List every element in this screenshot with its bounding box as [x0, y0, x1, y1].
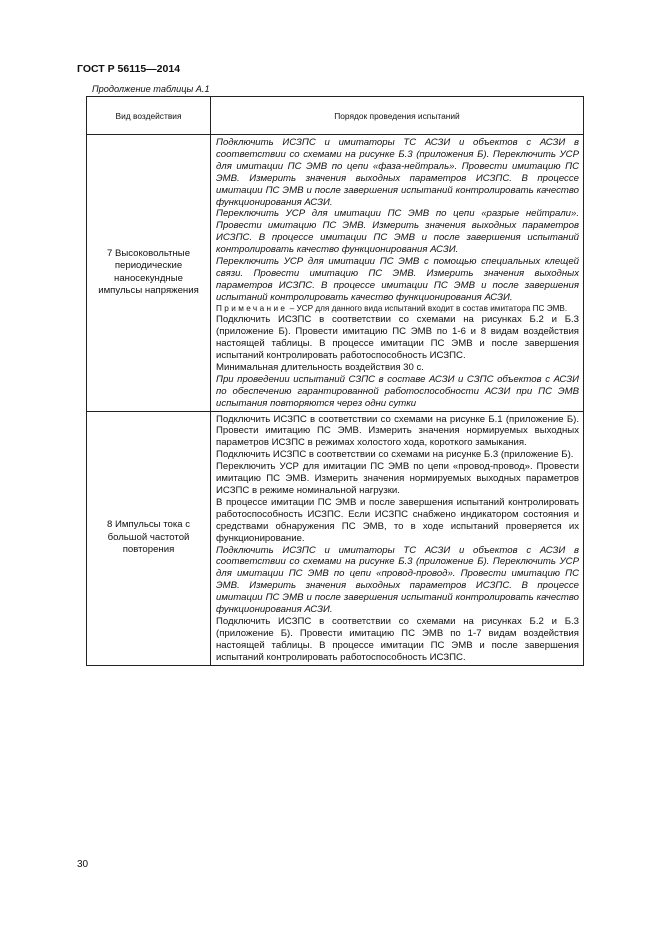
column-header-kind: Вид воздействия: [87, 97, 211, 135]
column-header-procedure: Порядок проведения испытаний: [211, 97, 584, 135]
procedure-paragraph: В процессе имитации ПС ЭМВ и после завершения испытаний контролировать работоспособность ИСЗПС. Если ИСЗПС снабжено индикатором состояния и средствами обнаружения ПС ЭМВ, то в ходе испытаний проверяется их функционирование.: [216, 496, 579, 544]
procedure-paragraph: Подключить ИСЗПС в соответствии со схемами на рисунке Б.1 (приложение Б). Провести имитацию ПС ЭМВ. Измерить значения нормируемых выходных параметров ИСЗПС в режимах холостого хода, короткого замыкания.: [216, 413, 579, 449]
note-text: – УСР для данного вида испытаний входит в состав имитатора ПС ЭМВ.: [289, 303, 568, 313]
procedure-paragraph: При проведении испытаний СЗПС в составе АСЗИ и СЗПС объектов с АСЗИ по обеспечению гарантированной работоспособности АСЗИ при ПС ЭМВ испытания повторяются через одни сутки: [216, 373, 579, 409]
note-paragraph: [216, 304, 579, 315]
procedure-paragraph: Подключить ИСЗПС и имитаторы ТС АСЗИ и объектов с АСЗИ в соответствии со схемами на рисунке Б.3 (приложения Б). Переключить УСР для имитации ПС ЭМВ по цепи «фаза-нейтраль». Провести имитацию ПС ЭМВ. Измерить значения выходных параметров ИСЗПС. В процессе имитации ПС ЭМВ и после завершения испытаний контролировать качество функционирования АСЗИ.: [216, 137, 579, 208]
table-continuation-caption: Продолжение таблицы А.1: [92, 84, 210, 94]
procedure-paragraph: Подключить ИСЗПС в соответствии со схемами на рисунках Б.2 и Б.3 (приложение Б). Провести имитацию ПС ЭМВ по 1-7 видам воздействия настоящей таблицы. В процессе имитации ПС ЭМВ и после завершения испытаний контролировать работоспособность ИСЗПС.: [216, 615, 579, 663]
page-number: 30: [77, 859, 89, 870]
table-row: [87, 135, 584, 412]
note-label: Примечание: [216, 303, 288, 313]
procedure-cell: [211, 411, 584, 665]
impact-kind-cell: 7 Высоковольтные периодические наносекундные импульсы напряжения: [87, 135, 211, 412]
procedure-paragraph: Минимальная длительность воздействия 30 с.: [216, 361, 424, 373]
procedure-paragraph: Подключить ИСЗПС и имитаторы ТС АСЗИ и объектов с АСЗИ в соответствии со схемами на рисунке Б.3 (приложение Б). Переключить УСР для имитации ПС ЭМВ по цепи «провод-провод». Провести имитацию ПС ЭМВ. Измерить значения выходных параметров ИСЗПС. В процессе имитации ПС ЭМВ и после завершения испытаний контролировать качество функционирования АСЗИ.: [216, 544, 579, 616]
procedure-paragraph: Переключить УСР для имитации ПС ЭМВ с помощью специальных клещей связи. Провести имитацию ПС ЭМВ. Измерить значения выходных параметров ИСЗПС. В процессе имитации ПС ЭМВ и после завершения испытаний контролировать качество функционирования АСЗИ.: [216, 256, 579, 303]
table-row: [87, 411, 584, 665]
procedure-cell: [211, 135, 584, 412]
procedure-paragraph: Подключить ИСЗПС в соответствии со схемами на рисунках Б.2 и Б.3 (приложение Б). Провести имитацию ПС ЭМВ по 1-6 и 8 видам воздействия настоящей таблицы. В процессе имитации ПС ЭМВ и после завершения испытаний контролировать работоспособность ИСЗПС.: [216, 314, 579, 361]
procedure-paragraph: Переключить УСР для имитации ПС ЭМВ по цепи «провод-провод». Провести имитацию ПС ЭМВ. Измерить значения нормируемых выходных параметров ИСЗПС в режиме номинальной нагрузки.: [216, 461, 579, 496]
procedure-paragraph: Переключить УСР для имитации ПС ЭМВ по цепи «разрые нейтрали». Провести имитацию ПС ЭМВ. Измерить значения выходных параметров ИСЗПС. В процессе имитации ПС ЭМВ и после завершения испытаний контролировать качество функционирования АСЗИ.: [216, 208, 579, 256]
impact-kind-cell: 8 Импульсы тока с большой частотой повторения: [87, 411, 211, 665]
document-code: ГОСТ Р 56115—2014: [77, 63, 181, 75]
procedure-paragraph: Подключить ИСЗПС в соответствии со схемами на рисунке Б.3 (приложение Б).: [216, 449, 574, 461]
table-header-row: [87, 97, 584, 135]
test-procedure-table: [86, 96, 584, 666]
